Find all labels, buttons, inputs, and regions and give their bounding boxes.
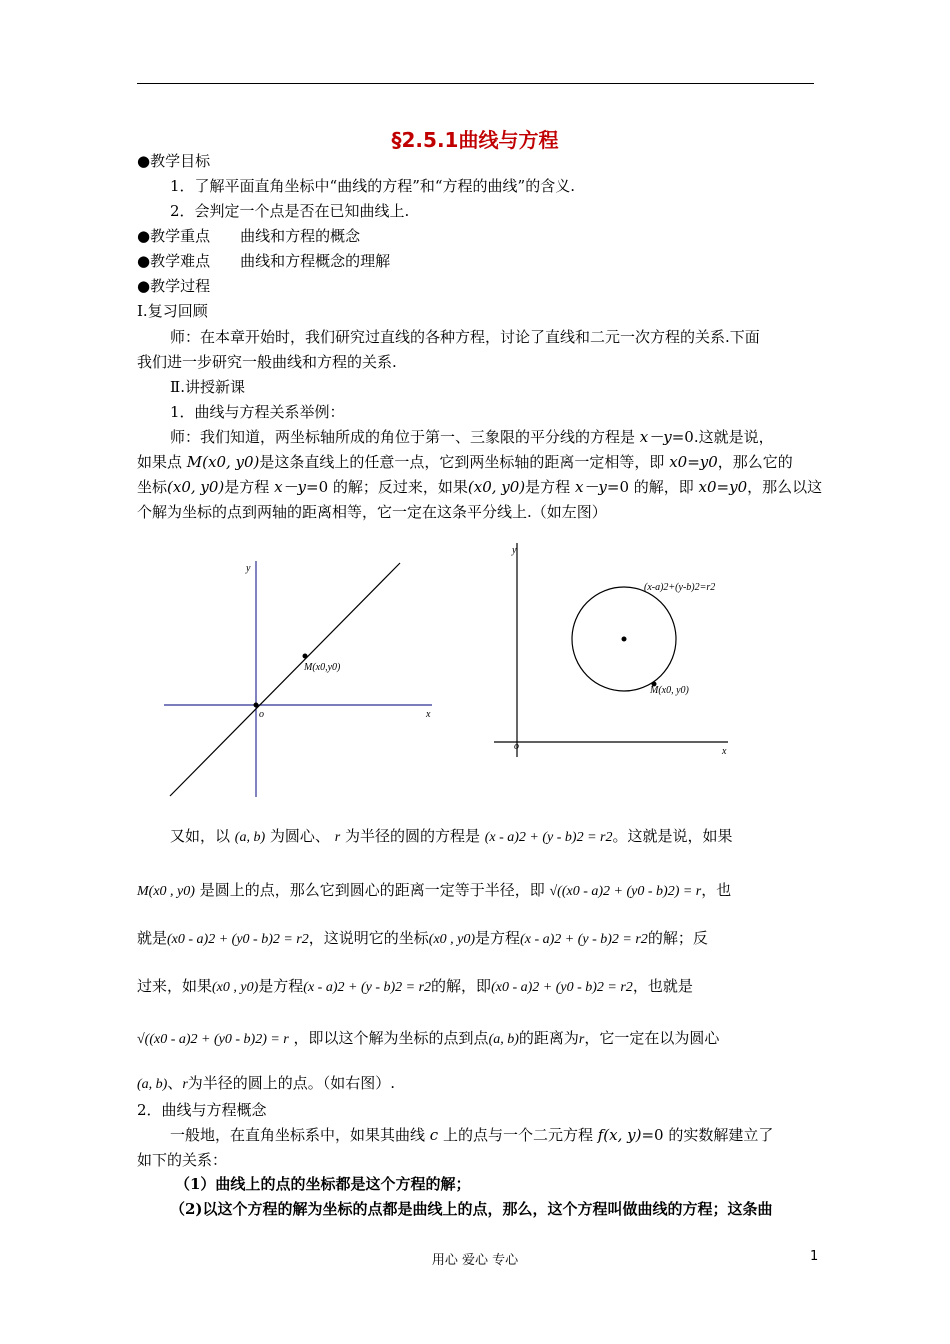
condition-1: （1）曲线上的点的坐标都是这个方程的解；	[175, 1175, 471, 1193]
point-m-dot	[303, 654, 308, 659]
point-m-label: M(x0, y0)	[650, 685, 689, 696]
circle-paragraph-line-5: √((x0 - a)2 + (y0 - b)2) = r ，即以这个解为坐标的点到点(a, b)的距离为r，它一定在以为圆心	[137, 1029, 720, 1047]
x-label: x	[426, 709, 431, 720]
page-footer: 用心 爱心 专心	[431, 1253, 519, 1268]
header-rule	[137, 83, 814, 84]
x-label: x	[722, 746, 727, 757]
new-lesson-heading: Ⅱ.讲授新课	[170, 378, 245, 396]
paragraph-1-line-1: 师：我们知道，两坐标轴所成的角位于第一、三象限的平分线的方程是 x－y=0.这就是说，	[170, 428, 774, 446]
concept-heading: 2．曲线与方程概念	[137, 1101, 267, 1119]
circle-paragraph-line-1: 又如，以 (a, b) 为圆心、 r 为半径的圆的方程是 (x - a)2 + (y - b)2 = r2。这就是说，如果	[170, 827, 733, 845]
condition-2: （2)以这个方程的解为坐标的点都是曲线上的点，那么，这个方程叫做曲线的方程；这条曲	[170, 1200, 773, 1218]
paragraph-1-line-2: 如果点 M(x0, y0)是这条直线上的任意一点，它到两坐标轴的距离一定相等，即 x0=y0，那么它的	[137, 453, 793, 471]
circle-paragraph-line-2: M(x0 , y0) 是圆上的点，那么它到圆心的距离一定等于半径，即 √((x0 - a)2 + (y0 - b)2) = r，也	[137, 881, 732, 899]
center-dot	[622, 637, 627, 642]
objective-1: 1．了解平面直角坐标中“曲线的方程”和“方程的曲线”的含义.	[170, 177, 575, 195]
objectives-heading: ●教学目标	[137, 152, 211, 170]
process-heading: ●教学过程	[137, 277, 211, 295]
paragraph-1-line-4: 个解为坐标的点到两轴的距离相等，它一定在这条平分线上.（如左图）	[137, 503, 607, 521]
concept-line-1: 一般地，在直角坐标系中，如果其曲线 c 上的点与一个二元方程 f(x, y)=0 的实数解建立了	[170, 1126, 774, 1144]
review-line-2: 我们进一步研究一般曲线和方程的关系.	[137, 353, 397, 371]
circle-paragraph-line-6: (a, b)、r为半径的圆上的点。（如右图）.	[137, 1074, 396, 1092]
concept-line-2: 如下的关系：	[137, 1151, 228, 1169]
review-heading: Ⅰ.复习回顾	[137, 302, 208, 320]
y-label: y	[246, 563, 251, 574]
figure-circle-plot	[488, 535, 748, 765]
origin-dot	[254, 703, 259, 708]
circle-paragraph-line-3: 就是(x0 - a)2 + (y0 - b)2 = r2，这说明它的坐标(x0 , y0)是方程(x - a)2 + (y - b)2 = r2的解；反	[137, 929, 708, 947]
difficulty: ●教学难点 曲线和方程概念的理解	[137, 252, 391, 270]
objective-2: 2．会判定一个点是否在已知曲线上.	[170, 202, 410, 220]
origin-label: o	[514, 741, 519, 752]
point-m-label: M(x0,y0)	[304, 662, 341, 673]
page-title: §2.5.1曲线与方程	[391, 128, 559, 152]
circle-equation: (x-a)2+(y-b)2=r2	[644, 582, 716, 593]
paragraph-1-line-3: 坐标(x0, y0)是方程 x－y=0 的解；反过来，如果(x0, y0)是方程 x－y=0 的解，即 x0=y0，那么以这	[137, 478, 823, 496]
section-1-heading: 1．曲线与方程关系举例：	[170, 403, 345, 421]
review-line-1: 师：在本章开始时，我们研究过直线的各种方程，讨论了直线和二元一次方程的关系.下面	[170, 328, 760, 346]
page-number: 1	[810, 1249, 819, 1264]
origin-label: o	[259, 709, 264, 720]
circle-paragraph-line-4: 过来，如果(x0 , y0)是方程(x - a)2 + (y - b)2 = r2的解，即(x0 - a)2 + (y0 - b)2 = r2，也就是	[137, 977, 693, 995]
y-label: y	[512, 545, 517, 556]
figure-line-plot	[160, 555, 450, 805]
bisector-line	[170, 563, 400, 796]
key-point: ●教学重点 曲线和方程的概念	[137, 227, 361, 245]
